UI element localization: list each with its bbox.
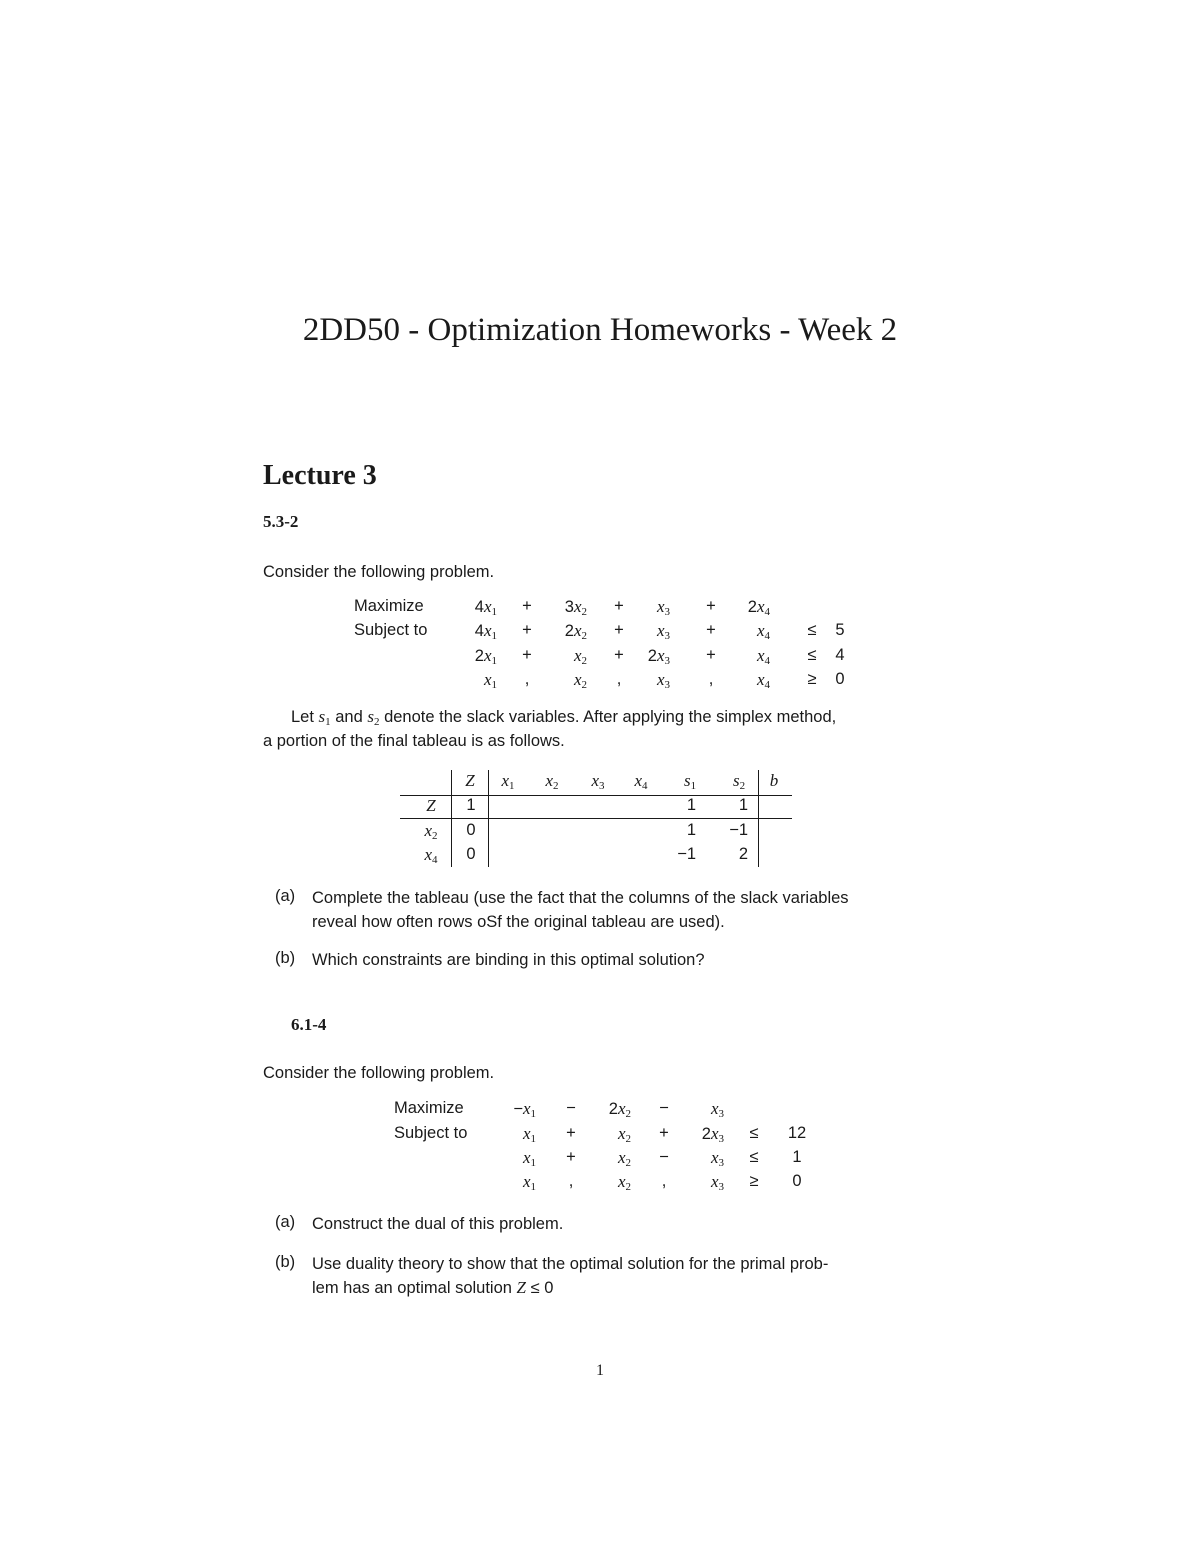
- lp2-cell: $x_2$: [617, 1172, 631, 1193]
- lp1-cell: ≥: [807, 670, 817, 688]
- lp2-cell: −: [659, 1099, 669, 1117]
- tableau-cell: −1: [677, 845, 696, 863]
- lp1-cell: $x_1$: [483, 670, 497, 691]
- lp2-cell: +: [566, 1124, 576, 1142]
- item-2b-text-run: lem has an optimal solution: [312, 1279, 517, 1297]
- item-2a-text-1: Construct the dual of this problem.: [312, 1215, 564, 1233]
- document-title: 2DD50 - Optimization Homeworks - Week 2: [302, 312, 898, 348]
- lp2-cell: 0: [792, 1172, 802, 1190]
- lp1-cell: 0: [835, 670, 845, 688]
- lp1-cell: +: [522, 646, 532, 664]
- subject-to-label: Subject to: [354, 621, 428, 639]
- item-2b-label: (b): [275, 1253, 296, 1271]
- lp2-cell: $2x_2$: [608, 1099, 631, 1120]
- lp1-cell: $x_2$: [573, 670, 587, 691]
- lp1-cell: +: [522, 621, 532, 639]
- tableau-cell: 2: [738, 845, 748, 863]
- maximize-label-2: Maximize: [394, 1099, 464, 1117]
- problem-number-1: 5.3-2: [263, 512, 299, 531]
- lp2-cell: ≤: [749, 1148, 759, 1166]
- tableau-cell: 1: [738, 796, 748, 814]
- lp2-cell: ,: [568, 1172, 574, 1190]
- item-b-text-1: Which constraints are binding in this optimal solution?: [312, 951, 705, 969]
- lp1-cell: +: [614, 621, 624, 639]
- item-2b-text-2: lem has an optimal solution Z ≤ 0: [312, 1278, 554, 1297]
- lp2-cell: $2x_3$: [701, 1124, 724, 1145]
- tableau-header: Z: [465, 771, 475, 790]
- tableau-basis: $x_4$: [424, 845, 438, 866]
- tableau-basis: Z: [426, 796, 436, 815]
- tableau-cell: 1: [686, 821, 696, 839]
- item-2b-text-run-2: ≤ 0: [526, 1279, 554, 1297]
- lp1-cell: $4x_1$: [474, 621, 497, 642]
- tableau-header: $s_2$: [732, 771, 746, 792]
- lp1-cell: $4x_1$: [474, 597, 497, 618]
- lp1-cell: $x_4$: [756, 621, 770, 642]
- problem-1-intro: Consider the following problem.: [263, 563, 495, 581]
- tableau-header: $x_3$: [591, 771, 605, 792]
- lp2-cell: $x_1$: [522, 1172, 536, 1193]
- lp1-cell: ≤: [807, 621, 817, 639]
- lp1-cell: ,: [708, 670, 714, 688]
- item-2b-text-1: Use duality theory to show that the optimal solution for the primal prob-: [312, 1255, 829, 1273]
- item-2a-label: (a): [275, 1213, 296, 1231]
- item-a-text-2: reveal how often rows oSf the original tableau are used).: [312, 913, 725, 931]
- lp1-cell: +: [706, 646, 716, 664]
- lp2-cell: −: [566, 1099, 576, 1117]
- lp1-cell: $2x_1$: [474, 646, 497, 667]
- section-heading: Lecture 3: [263, 460, 377, 491]
- lp1-cell: $x_3$: [656, 597, 670, 618]
- slack-text-line-1: Let $s_1$ and $s_2$ denote the slack variables. After applying the simplex method,: [291, 707, 837, 728]
- problem-2-intro: Consider the following problem.: [263, 1064, 495, 1082]
- problem-number-2: 6.1-4: [291, 1015, 327, 1034]
- lp1-cell: $2x_2$: [564, 621, 587, 642]
- lp2-cell: $x_2$: [617, 1148, 631, 1169]
- tableau-basis: $x_2$: [424, 821, 438, 842]
- slack-text-run-2: and: [330, 708, 368, 726]
- lp1-cell: $2x_3$: [647, 646, 670, 667]
- lp1-cell: $x_4$: [756, 646, 770, 667]
- tableau-cell: −1: [729, 821, 748, 839]
- lp2-cell: ≤: [749, 1124, 759, 1142]
- lp1-cell: ,: [524, 670, 530, 688]
- lp2-cell: −: [659, 1148, 669, 1166]
- lp1-cell: ≤: [807, 646, 817, 664]
- slack-text-run-1: Let: [291, 708, 319, 726]
- tableau-cell: 0: [466, 821, 476, 839]
- lp2-cell: $x_3$: [710, 1148, 724, 1169]
- lp1-cell: $x_3$: [656, 670, 670, 691]
- lp2-cell: $x_1$: [522, 1124, 536, 1145]
- tableau-cell: 1: [466, 796, 476, 814]
- tableau-cell: 1: [686, 796, 696, 814]
- item-a-label: (a): [275, 887, 296, 905]
- maximize-label: Maximize: [354, 597, 424, 615]
- lp2-cell: $x_3$: [710, 1172, 724, 1193]
- lp2-cell: ≥: [749, 1172, 759, 1190]
- lp2-cell: $x_1$: [522, 1148, 536, 1169]
- lp1-cell: +: [706, 597, 716, 615]
- lp1-cell: $x_2$: [573, 646, 587, 667]
- lp1-cell: $x_4$: [756, 670, 770, 691]
- lp1-cell: $2x_4$: [747, 597, 770, 618]
- lp2-cell: $x_2$: [617, 1124, 631, 1145]
- lp1-cell: 4: [835, 646, 845, 664]
- lp1-cell: ,: [616, 670, 622, 688]
- lp1-cell: $3x_2$: [564, 597, 587, 618]
- tableau-header: b: [769, 771, 779, 790]
- item-b-label: (b): [275, 949, 296, 967]
- lp1-cell: +: [614, 597, 624, 615]
- lp2-cell: 12: [787, 1124, 807, 1142]
- item-a-text-1: Complete the tableau (use the fact that the columns of the slack variables: [312, 889, 849, 907]
- lp2-cell: +: [659, 1124, 669, 1142]
- tableau-header: $x_1$: [501, 771, 515, 792]
- lp1-cell: 5: [835, 621, 845, 639]
- lp2-cell: +: [566, 1148, 576, 1166]
- lp2-cell: $x_3$: [710, 1099, 724, 1120]
- lp1-cell: +: [522, 597, 532, 615]
- lp2-cell: $-x_1$: [513, 1099, 536, 1120]
- tableau-header: $s_1$: [683, 771, 697, 792]
- lp1-cell: +: [706, 621, 716, 639]
- page-number: 1: [596, 1362, 604, 1379]
- slack-text-run-3: denote the slack variables. After applying the simplex method,: [379, 708, 837, 726]
- lp1-cell: $x_3$: [656, 621, 670, 642]
- tableau-header: $x_2$: [545, 771, 559, 792]
- slack-text-line-2: a portion of the final tableau is as follows.: [263, 732, 565, 750]
- tableau-header: $x_4$: [634, 771, 648, 792]
- tableau-cell: 0: [466, 845, 476, 863]
- lp1-cell: +: [614, 646, 624, 664]
- lp2-cell: 1: [792, 1148, 802, 1166]
- subject-to-label-2: Subject to: [394, 1124, 468, 1142]
- lp2-cell: ,: [661, 1172, 667, 1190]
